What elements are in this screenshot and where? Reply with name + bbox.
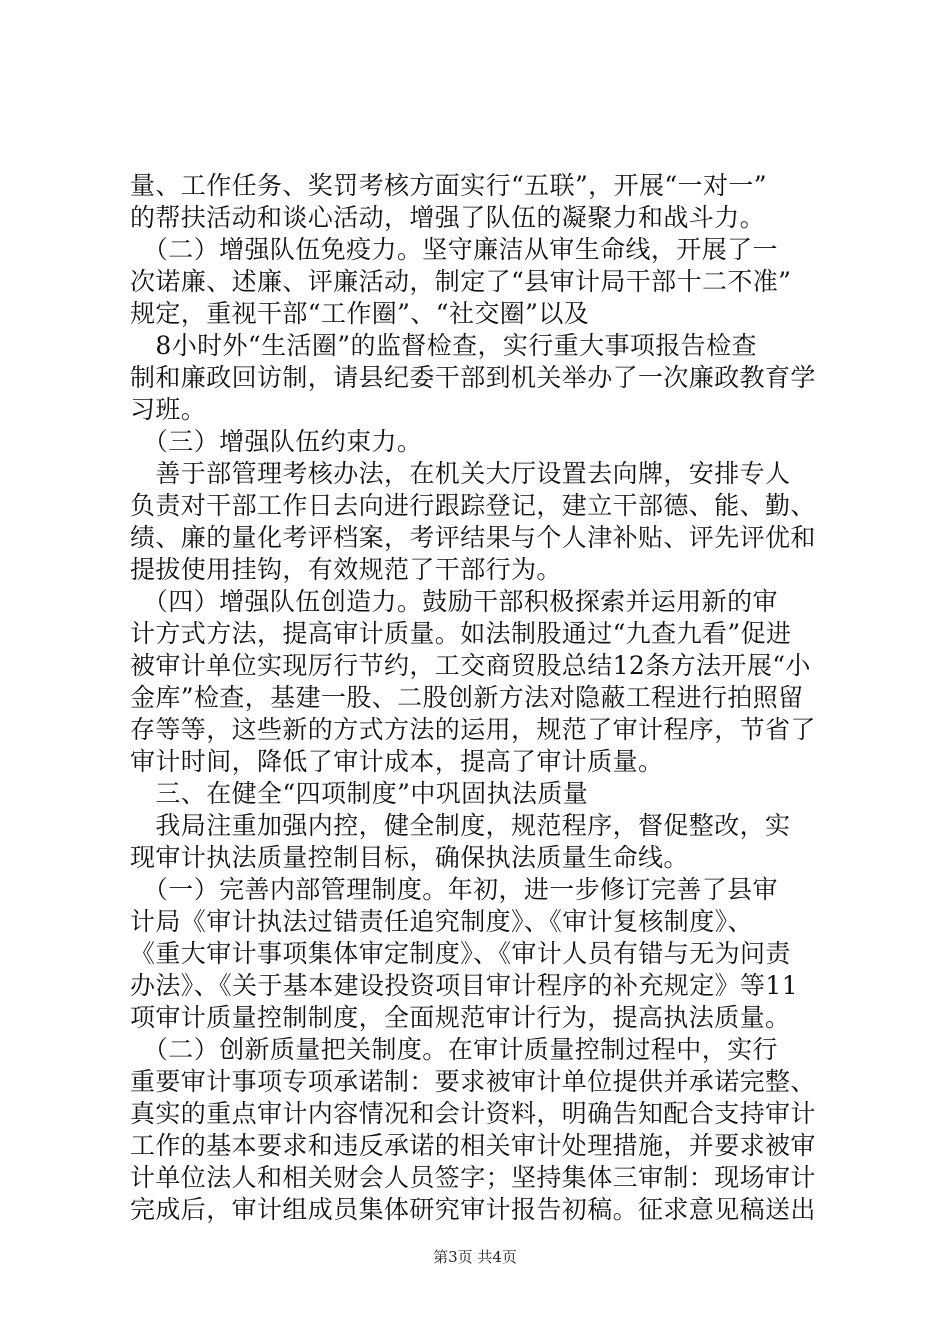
page-number-footer: 第3页 共4页	[433, 1248, 517, 1266]
text-line: 习班。	[130, 395, 207, 424]
text-line: 重要审计事项专项承诺制：要求被审计单位提供并承诺完整、	[130, 1067, 816, 1096]
text-line: 8小时外“生活圈”的监督检查，实行重大事项报告检查	[130, 331, 757, 360]
text-line: 被审计单位实现厉行节约，工交商贸股总结12条方法开展“小	[130, 651, 811, 680]
text-line: 金库”检查，基建一股、二股创新方法对隐蔽工程进行拍照留	[130, 683, 804, 712]
body-text	[130, 170, 830, 1226]
text-line: （四）增强队伍创造力。鼓励干部积极探索并运用新的审	[130, 587, 778, 616]
text-line: 三、在健全“四项制度”中巩固执法质量	[130, 779, 589, 808]
text-line: 真实的重点审计内容情况和会计资料，明确告知配合支持审计	[130, 1099, 816, 1128]
text-line: 次诺廉、述廉、评廉活动，制定了“县审计局干部十二不准”	[130, 267, 792, 296]
text-line: （二）增强队伍免疫力。坚守廉洁从审生命线，开展了一	[130, 235, 778, 264]
text-line: 量、工作任务、奖罚考核方面实行“五联”，开展“一对一”	[130, 171, 767, 200]
text-line: 提拔使用挂钩，有效规范了干部行为。	[130, 555, 562, 584]
text-line: 我局注重加强内控，健全制度，规范程序，督促整改，实	[130, 811, 791, 840]
text-line: 绩、廉的量化考评档案，考评结果与个人津补贴、评先评优和	[130, 523, 816, 552]
text-line: 《重大审计事项集体审定制度》、《审计人员有错与无为问责	[130, 939, 791, 968]
text-line: 存等等，这些新的方式方法的运用，规范了审计程序，节省了	[130, 715, 816, 744]
text-line: 规定，重视干部“工作圈”、“社交圈”以及	[130, 299, 590, 328]
text-line: 计局《审计执法过错责任追究制度》、《审计复核制度》、	[130, 907, 753, 936]
text-line: 完成后，审计组成员集体研究审计报告初稿。征求意见稿送出	[130, 1195, 816, 1224]
text-line: 善于部管理考核办法，在机关大厅设置去向牌，安排专人	[130, 459, 791, 488]
text-line: 制和廉政回访制，请县纪委干部到机关举办了一次廉政教育学	[130, 363, 816, 392]
text-line: 负责对干部工作日去向进行跟踪登记，建立干部德、能、勤、	[130, 491, 816, 520]
text-line: 工作的基本要求和违反承诺的相关审计处理措施，并要求被审	[130, 1131, 816, 1160]
text-line: 计方式方法，提高审计质量。如法制股通过“九查九看”促进	[130, 619, 792, 648]
text-line: （一）完善内部管理制度。年初，进一步修订完善了县审	[130, 875, 778, 904]
text-line: （三）增强队伍约束力。	[130, 427, 423, 456]
text-line: 审计时间，降低了审计成本，提高了审计质量。	[130, 747, 664, 776]
text-line: 计单位法人和相关财会人员签字；坚持集体三审制：现场审计	[130, 1163, 816, 1192]
text-line: 现审计执法质量控制目标，确保执法质量生命线。	[130, 843, 689, 872]
text-line: 的帮扶活动和谈心活动，增强了队伍的凝聚力和战斗力。	[130, 203, 766, 232]
text-line: （二）创新质量把关制度。在审计质量控制过程中，实行	[130, 1035, 778, 1064]
text-line: 项审计质量控制制度，全面规范审计行为，提高执法质量。	[130, 1003, 791, 1032]
text-line: 办法》、《关于基本建设投资项目审计程序的补充规定》等11	[130, 971, 799, 1000]
